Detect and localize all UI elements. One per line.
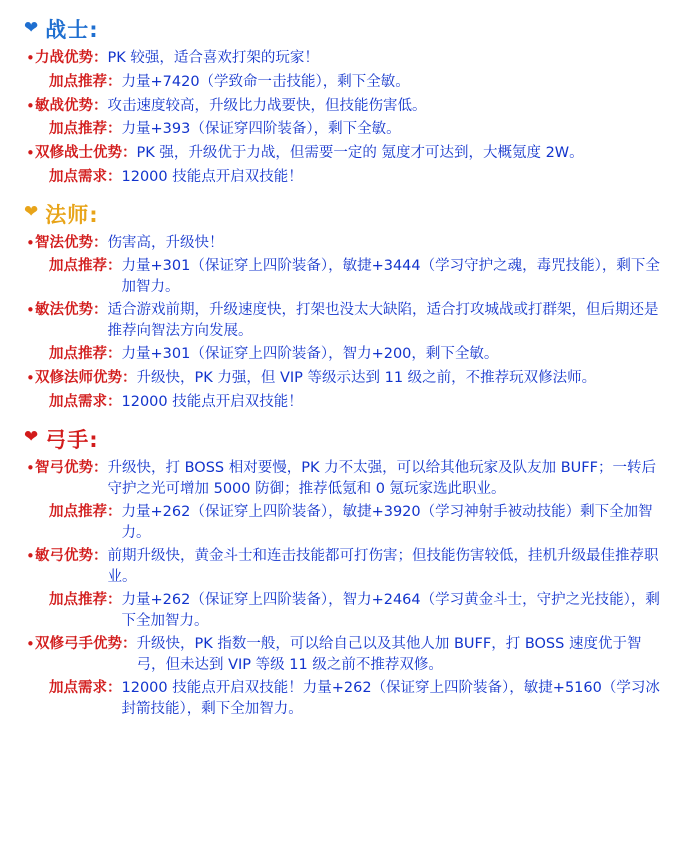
bullet-icon: • xyxy=(26,144,35,162)
row-text: 力量+393（保证穿四阶装备），剩下全敏。 xyxy=(121,121,401,138)
row-colon: ： xyxy=(93,459,108,476)
row-text: 12000 技能点开启双技能！力量+262（保证穿上四阶装备），敏捷+5160（学习冰封箭技能），剩下全加智力。 xyxy=(121,679,660,717)
list-item xyxy=(26,634,663,676)
row-label: 加点推荐 xyxy=(49,73,107,90)
row-label: 双修战士优势 xyxy=(35,145,122,161)
section-archer xyxy=(14,424,663,720)
row-colon: ： xyxy=(93,302,108,319)
row-label: 敏弓优势 xyxy=(35,547,93,564)
list-item xyxy=(26,48,663,70)
list-item xyxy=(40,256,663,298)
section-rows xyxy=(26,458,663,720)
row-label: 加点需求 xyxy=(49,393,107,410)
row-colon: ： xyxy=(122,635,137,652)
section-header xyxy=(24,424,663,454)
row-text: 伤害高，升级快！ xyxy=(107,234,224,251)
row-text: 升级快，PK 指数一般，可以给自己以及其他人加 BUFF，打 BOSS 速度优于智弓，但未达到 VIP 等级 11 级之前不推荐双修。 xyxy=(136,635,642,673)
row-text: 力量+301（保证穿上四阶装备），智力+200，剩下全敏。 xyxy=(121,346,499,363)
list-item xyxy=(26,546,663,588)
list-item xyxy=(40,392,663,414)
bullet-icon: • xyxy=(26,458,35,477)
row-label: 智弓优势 xyxy=(35,459,93,476)
row-colon: ： xyxy=(93,97,108,114)
list-item xyxy=(40,344,663,366)
row-text: PK 较强，适合喜欢打架的玩家！ xyxy=(107,50,319,66)
list-item xyxy=(26,143,663,165)
bullet-icon: • xyxy=(26,301,35,320)
row-colon: ： xyxy=(93,547,108,564)
list-item xyxy=(40,119,663,141)
row-label: 双修法师优势 xyxy=(35,370,122,387)
row-label: 力战优势 xyxy=(35,50,93,66)
section-header xyxy=(24,199,663,229)
section-header xyxy=(24,14,663,44)
row-label: 敏法优势 xyxy=(35,302,93,319)
list-item xyxy=(40,72,663,94)
row-colon: ： xyxy=(107,121,122,138)
heart-icon: ❤ xyxy=(24,202,39,222)
row-colon: ： xyxy=(107,679,122,696)
list-item xyxy=(40,590,663,632)
row-text: 12000 技能点开启双技能！ xyxy=(121,393,303,410)
bullet-icon: • xyxy=(26,96,35,115)
row-colon: ： xyxy=(107,503,122,520)
row-colon: ： xyxy=(107,393,122,410)
section-title: 法师: xyxy=(45,202,99,227)
section-warrior xyxy=(14,14,663,189)
row-colon: ： xyxy=(107,73,122,90)
row-text: 升级快，打 BOSS 相对要慢，PK 力不太强，可以给其他玩家及队友加 BUFF；一转后守护之光可增加 5000 防御；推荐低氪和 0 氪玩家选此职业。 xyxy=(107,459,656,497)
row-colon: ： xyxy=(107,346,122,363)
section-title: 弓手: xyxy=(45,427,99,452)
list-item xyxy=(40,678,663,720)
bullet-icon: • xyxy=(26,546,35,565)
list-item xyxy=(26,300,663,342)
row-text: 攻击速度较高，升级比力战要快，但技能伤害低。 xyxy=(107,97,427,114)
row-text: 升级快，PK 力强，但 VIP 等级示达到 11 级之前，不推荐玩双修法师。 xyxy=(136,370,597,387)
heart-icon: ❤ xyxy=(24,427,39,448)
bullet-icon: • xyxy=(26,233,35,252)
heart-icon: ❤ xyxy=(24,17,39,38)
section-rows xyxy=(26,233,663,414)
row-text: 前期升级快，黄金斗士和连击技能都可打伤害；但技能伤害较低，挂机升级最佳推荐职业。 xyxy=(107,547,659,585)
bullet-icon: • xyxy=(26,634,35,653)
row-colon: ： xyxy=(122,370,137,387)
row-text: 力量+262（保证穿上四阶装备），敏捷+3920（学习神射手被动技能）剩下全加智力。 xyxy=(121,503,653,541)
row-text: 适合游戏前期，升级速度快，打架也没太大缺陷，适合打攻城战或打群架，但后期还是推荐向智法方向发展。 xyxy=(107,302,659,340)
row-label: 加点需求 xyxy=(49,168,107,185)
list-item xyxy=(26,96,663,118)
row-label: 智法优势 xyxy=(35,234,93,251)
row-text: 12000 技能点开启双技能！ xyxy=(121,168,303,185)
bullet-icon: • xyxy=(26,49,35,67)
row-text: PK 强，升级优于力战，但需要一定的 氪度才可达到，大概氪度 2W。 xyxy=(136,145,584,161)
row-text: 力量+301（保证穿上四阶装备），敏捷+3444（学习守护之魂，毒咒技能），剩下全加智力。 xyxy=(121,258,660,296)
row-colon: ： xyxy=(93,234,108,251)
row-label: 加点推荐 xyxy=(49,346,107,363)
row-label: 加点推荐 xyxy=(49,258,107,275)
list-item xyxy=(26,368,663,390)
section-title: 战士: xyxy=(45,18,99,42)
row-label: 加点推荐 xyxy=(49,503,107,520)
bullet-icon: • xyxy=(26,369,35,388)
row-colon: ： xyxy=(93,50,108,66)
row-text: 力量+7420（学致命一击技能），剩下全敏。 xyxy=(121,73,410,90)
list-item xyxy=(26,233,663,255)
row-label: 双修弓手优势 xyxy=(35,635,122,652)
section-rows xyxy=(26,48,663,189)
list-item xyxy=(40,502,663,544)
section-mage xyxy=(14,199,663,414)
row-label: 敏战优势 xyxy=(35,97,93,114)
list-item xyxy=(40,167,663,189)
row-colon: ： xyxy=(107,591,122,608)
row-label: 加点推荐 xyxy=(49,121,107,138)
row-label: 加点推荐 xyxy=(49,591,107,608)
row-label: 加点需求 xyxy=(49,679,107,696)
list-item xyxy=(26,458,663,500)
row-colon: ： xyxy=(122,145,137,161)
row-colon: ： xyxy=(107,258,122,275)
row-colon: ： xyxy=(107,168,122,185)
row-text: 力量+262（保证穿上四阶装备），智力+2464（学习黄金斗士，守护之光技能），剩下全加智力。 xyxy=(121,591,660,629)
